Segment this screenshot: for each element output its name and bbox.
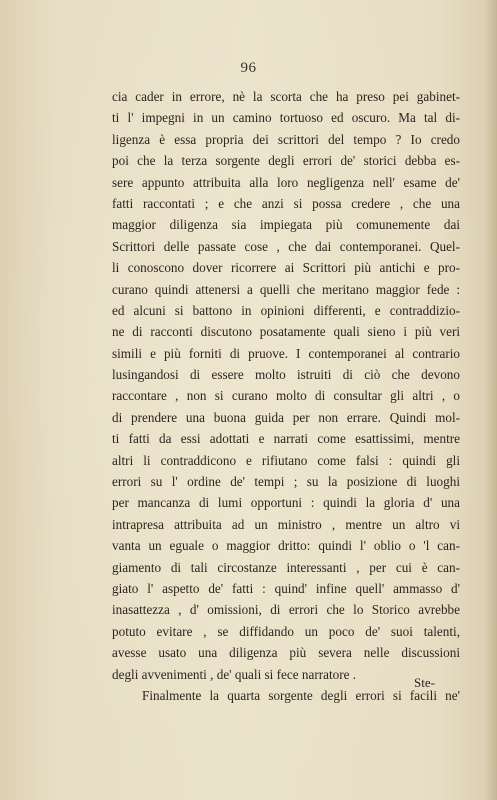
text-line: ne di racconti discutono posatamente quali sieno i più veri (112, 324, 460, 340)
text-line: fatti raccontati ; e che anzi si possa credere , che una (112, 195, 460, 211)
text-line: intrapresa attribuita ad un ministro , mentre un altro vi (112, 516, 460, 532)
text-line: raccontare , non si curano molto di consultar gli altri , o (112, 388, 460, 404)
text-line: lusingandosi di essere molto istruiti di ciò che devono (112, 367, 460, 383)
text-line: ed alcuni si battono in opinioni differenti, e contraddizio- (112, 302, 460, 318)
text-line: Scrittori delle passate cose , che dai contemporanei. Quel- (112, 238, 460, 254)
page-number: 96 (240, 60, 257, 76)
paragraph-start-line: Finalmente la quarta sorgente degli errori si facili ne' (142, 687, 460, 703)
text-line: li conoscono dover ricorrere ai Scrittori più antichi e pro- (112, 260, 460, 276)
catchword: Ste- (414, 675, 435, 690)
text-line: altri li contraddicono e rifiutano come falsi : quindi gli (112, 452, 460, 468)
text-line: potuto evitare , se diffidando un poco de' suoi talenti, (112, 623, 460, 639)
text-line: poi che la terza sorgente degli errori de' storici debba es- (112, 153, 460, 169)
text-line: ti l' impegni in un camino tortuoso ed oscuro. Ma tal di- (112, 110, 460, 126)
text-line: errori su l' ordine de' tempi ; su la posizione di luoghi (112, 474, 460, 490)
text-line: ligenza è essa propria dei scrittori del tempo ? Io credo (112, 131, 460, 147)
body-text (112, 86, 460, 706)
text-line: inasattezza , d' omissioni, di errori che lo Storico avrebbe (112, 602, 460, 618)
text-line: curano quindi attenersi a quelli che meritano maggior fede : (112, 281, 460, 297)
text-line: maggior diligenza sia impiegata più comunemente dai (112, 217, 460, 233)
text-line: sere appunto attribuita alla loro negligenza nell' esame de' (112, 174, 460, 190)
text-line: simili e più forniti di pruove. I contemporanei al contrario (112, 345, 460, 361)
page-edge-shadow (485, 0, 497, 800)
text-line: di prendere una buona guida per non errare. Quindi mol- (112, 409, 460, 425)
text-line: per mancanza di lumi opportuni : quindi la gloria d' una (112, 495, 460, 511)
text-line: giato l' aspetto de' fatti : quind' infine quell' ammasso d' (112, 580, 460, 596)
text-line: cia cader in errore, nè la scorta che ha preso pei gabinet- (112, 89, 460, 104)
text-line: vanta un eguale o maggior dritto: quindi l' oblio o 'l can- (112, 538, 460, 554)
text-line: avesse usato una diligenza più severa nelle discussioni (112, 645, 460, 661)
text-line: giamento di tali circostanze interessanti , per cui è can- (112, 559, 460, 575)
text-line: degli avvenimenti , de' quali si fece narratore . (112, 666, 357, 682)
text-line: ti fatti da essi adottati e narrati come esattissimi, mentre (112, 431, 460, 447)
